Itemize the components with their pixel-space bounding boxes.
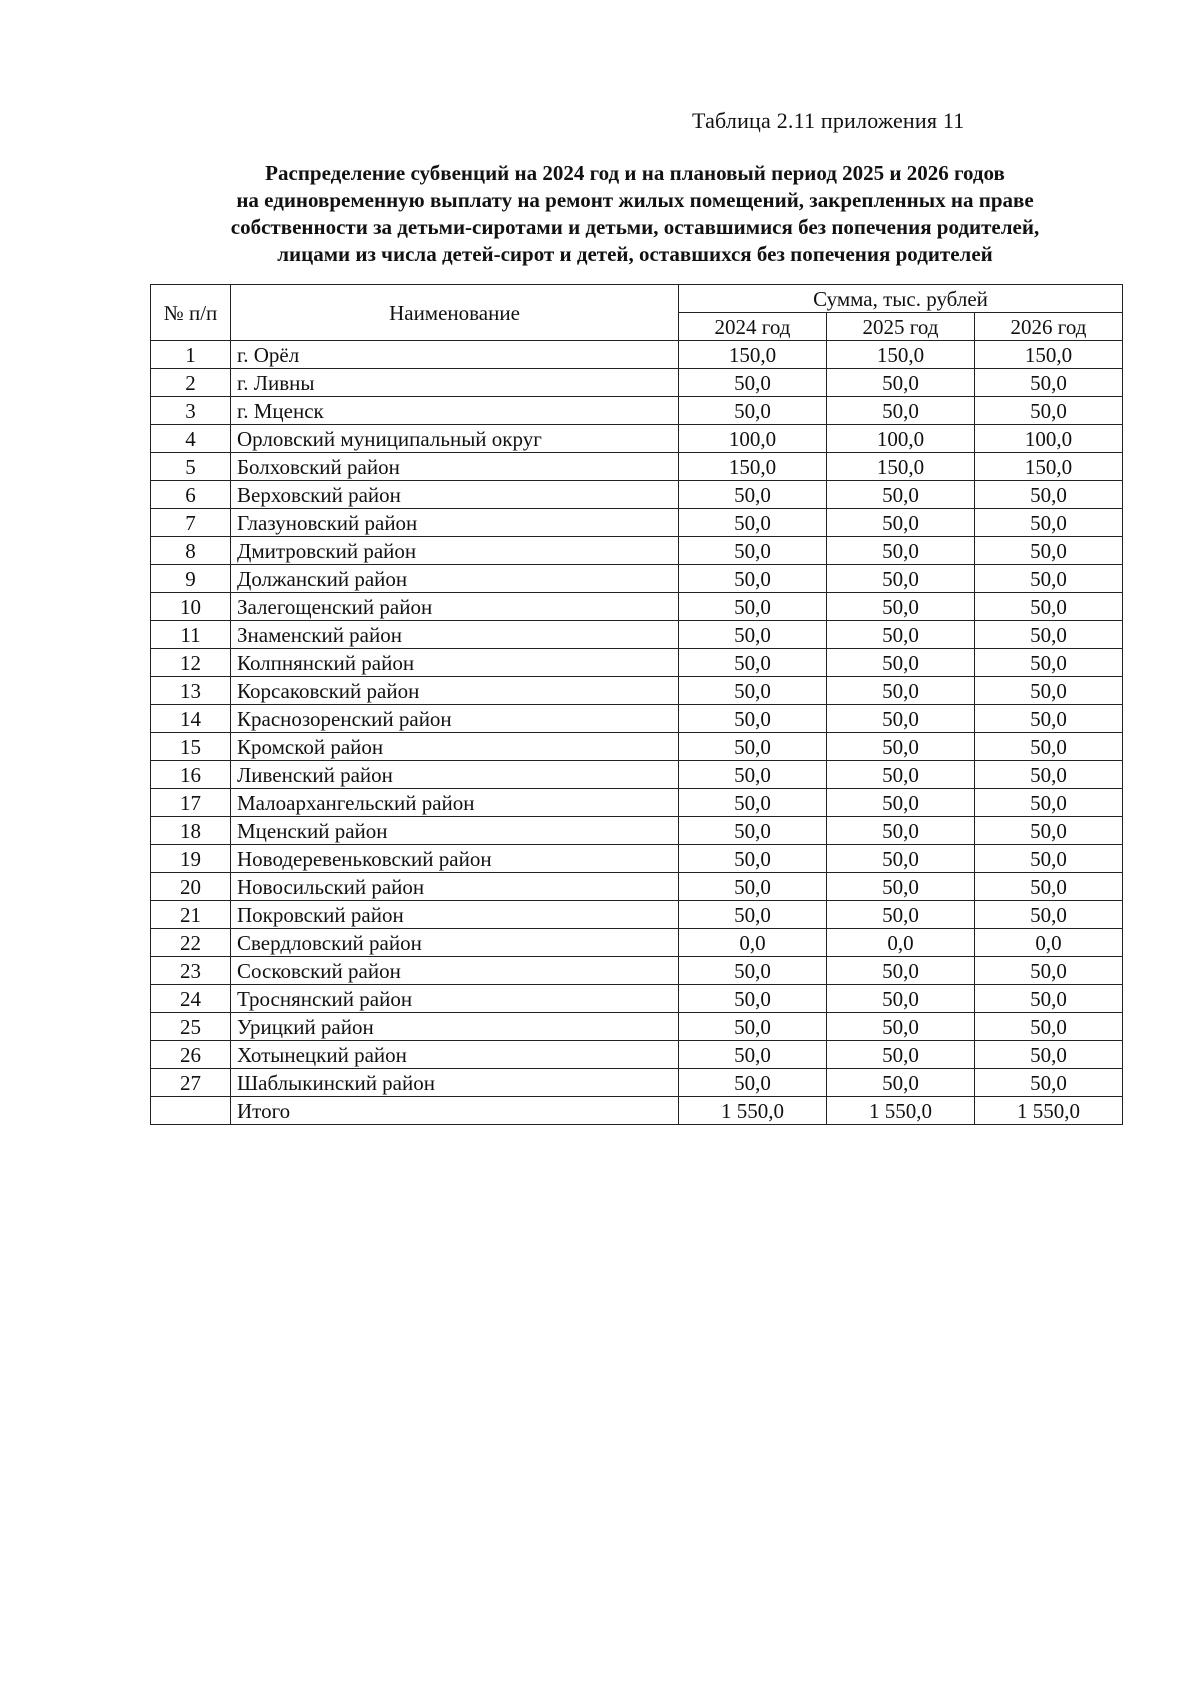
- table-row: [151, 957, 1123, 985]
- row-value-2026: 50,0: [975, 397, 1123, 425]
- row-name-cell: Залегощенский район: [231, 593, 679, 621]
- title-line: на единовременную выплату на ремонт жилых помещений, закрепленных на праве: [236, 188, 1034, 212]
- table-row: [151, 1013, 1123, 1041]
- row-number-cell: 11: [151, 621, 231, 649]
- row-value-2024: 50,0: [679, 901, 827, 929]
- row-value-2024: 50,0: [679, 677, 827, 705]
- row-value-2025: 50,0: [827, 985, 975, 1013]
- row-number-cell: 4: [151, 425, 231, 453]
- row-value-2026: 50,0: [975, 1041, 1123, 1069]
- row-value-2024: 50,0: [679, 565, 827, 593]
- row-value-2025: 50,0: [827, 593, 975, 621]
- subvention-table: [150, 284, 1123, 1125]
- row-number-cell: 2: [151, 369, 231, 397]
- row-value-2024: 50,0: [679, 873, 827, 901]
- title-line: лицами из числа детей-сирот и детей, оставшихся без попечения родителей: [277, 242, 993, 266]
- row-value-2024: 50,0: [679, 369, 827, 397]
- title-line: Распределение субвенций на 2024 год и на плановый период 2025 и 2026 годов: [265, 161, 1005, 185]
- row-value-2025: 50,0: [827, 901, 975, 929]
- table-row: [151, 341, 1123, 369]
- row-number-cell: 12: [151, 649, 231, 677]
- row-value-2026: 50,0: [975, 537, 1123, 565]
- row-name-cell: Покровский район: [231, 901, 679, 929]
- row-number-cell: 22: [151, 929, 231, 957]
- row-value-2025: 50,0: [827, 481, 975, 509]
- row-value-2024: 50,0: [679, 957, 827, 985]
- row-value-2024: 50,0: [679, 1041, 827, 1069]
- row-value-2025: 50,0: [827, 845, 975, 873]
- header-name: Наименование: [231, 285, 679, 341]
- table-row: [151, 761, 1123, 789]
- row-value-2024: 50,0: [679, 537, 827, 565]
- table-row: [151, 929, 1123, 957]
- row-value-2024: 150,0: [679, 453, 827, 481]
- row-value-2026: 50,0: [975, 873, 1123, 901]
- row-name-cell: Шаблыкинский район: [231, 1069, 679, 1097]
- row-name-cell: Верховский район: [231, 481, 679, 509]
- row-value-2024: 50,0: [679, 761, 827, 789]
- row-name-cell: Новодеревеньковский район: [231, 845, 679, 873]
- row-value-2025: 0,0: [827, 929, 975, 957]
- row-value-2025: 50,0: [827, 761, 975, 789]
- row-value-2024: 50,0: [679, 733, 827, 761]
- table-row: [151, 985, 1123, 1013]
- row-value-2026: 50,0: [975, 621, 1123, 649]
- row-value-2025: 50,0: [827, 1069, 975, 1097]
- row-number-cell: 8: [151, 537, 231, 565]
- header-year-2025: 2025 год: [827, 313, 975, 341]
- row-number-cell: 6: [151, 481, 231, 509]
- row-name-cell: Должанский район: [231, 565, 679, 593]
- row-value-2026: 50,0: [975, 733, 1123, 761]
- row-value-2024: 50,0: [679, 789, 827, 817]
- row-number-cell: 27: [151, 1069, 231, 1097]
- row-value-2025: 50,0: [827, 1013, 975, 1041]
- row-value-2025: 50,0: [827, 957, 975, 985]
- document-title: [150, 160, 1120, 268]
- row-value-2026: 50,0: [975, 845, 1123, 873]
- row-name-cell: Глазуновский район: [231, 509, 679, 537]
- row-value-2025: 50,0: [827, 509, 975, 537]
- row-name-cell: Кромской район: [231, 733, 679, 761]
- row-value-2025: 50,0: [827, 873, 975, 901]
- row-number-cell: 14: [151, 705, 231, 733]
- row-name-cell: Хотынецкий район: [231, 1041, 679, 1069]
- row-value-2026: 50,0: [975, 369, 1123, 397]
- row-value-2024: 150,0: [679, 341, 827, 369]
- row-name-cell: Колпнянский район: [231, 649, 679, 677]
- table-row: [151, 537, 1123, 565]
- table-row: [151, 1041, 1123, 1069]
- table-row: [151, 425, 1123, 453]
- row-value-2026: 50,0: [975, 817, 1123, 845]
- row-value-2024: 50,0: [679, 397, 827, 425]
- row-number-cell: 7: [151, 509, 231, 537]
- row-number-cell: 13: [151, 677, 231, 705]
- row-number-cell: 19: [151, 845, 231, 873]
- row-number-cell: 17: [151, 789, 231, 817]
- row-number-cell: 21: [151, 901, 231, 929]
- table-row: [151, 705, 1123, 733]
- row-value-2026: 150,0: [975, 453, 1123, 481]
- row-value-2026: 50,0: [975, 789, 1123, 817]
- row-name-cell: Малоархангельский район: [231, 789, 679, 817]
- row-value-2024: 50,0: [679, 621, 827, 649]
- row-value-2026: 50,0: [975, 593, 1123, 621]
- row-value-2026: 100,0: [975, 425, 1123, 453]
- row-value-2024: 50,0: [679, 509, 827, 537]
- row-value-2025: 50,0: [827, 1041, 975, 1069]
- row-value-2026: 50,0: [975, 957, 1123, 985]
- header-number: № п/п: [151, 285, 231, 341]
- row-name-cell: Ливенский район: [231, 761, 679, 789]
- row-value-2024: 50,0: [679, 1069, 827, 1097]
- row-value-2025: 50,0: [827, 817, 975, 845]
- row-name-cell: Сосковский район: [231, 957, 679, 985]
- table-row: [151, 789, 1123, 817]
- row-value-2026: 0,0: [975, 929, 1123, 957]
- row-value-2025: 150,0: [827, 453, 975, 481]
- table-row: [151, 677, 1123, 705]
- row-value-2025: 150,0: [827, 341, 975, 369]
- row-value-2026: 50,0: [975, 901, 1123, 929]
- total-2025: 1 550,0: [827, 1097, 975, 1125]
- table-row: [151, 621, 1123, 649]
- row-name-cell: Болховский район: [231, 453, 679, 481]
- row-name-cell: Троснянский район: [231, 985, 679, 1013]
- row-name-cell: Корсаковский район: [231, 677, 679, 705]
- total-number-cell: [151, 1097, 231, 1125]
- row-number-cell: 25: [151, 1013, 231, 1041]
- row-value-2024: 50,0: [679, 705, 827, 733]
- row-number-cell: 20: [151, 873, 231, 901]
- row-value-2026: 50,0: [975, 649, 1123, 677]
- table-row: [151, 481, 1123, 509]
- row-number-cell: 3: [151, 397, 231, 425]
- row-value-2026: 50,0: [975, 565, 1123, 593]
- row-value-2025: 50,0: [827, 537, 975, 565]
- row-number-cell: 16: [151, 761, 231, 789]
- row-value-2026: 50,0: [975, 1069, 1123, 1097]
- row-value-2026: 50,0: [975, 985, 1123, 1013]
- table-row: [151, 369, 1123, 397]
- table-row: [151, 845, 1123, 873]
- row-value-2026: 150,0: [975, 341, 1123, 369]
- table-row: [151, 733, 1123, 761]
- table-row: [151, 565, 1123, 593]
- table-row: [151, 509, 1123, 537]
- table-row: [151, 873, 1123, 901]
- row-value-2025: 100,0: [827, 425, 975, 453]
- table-row: [151, 1069, 1123, 1097]
- row-value-2024: 50,0: [679, 593, 827, 621]
- row-name-cell: Знаменский район: [231, 621, 679, 649]
- row-value-2024: 50,0: [679, 481, 827, 509]
- row-name-cell: Мценский район: [231, 817, 679, 845]
- row-value-2024: 50,0: [679, 845, 827, 873]
- row-number-cell: 23: [151, 957, 231, 985]
- row-value-2026: 50,0: [975, 1013, 1123, 1041]
- total-2026: 1 550,0: [975, 1097, 1123, 1125]
- row-name-cell: г. Ливны: [231, 369, 679, 397]
- row-value-2024: 100,0: [679, 425, 827, 453]
- row-value-2024: 50,0: [679, 649, 827, 677]
- row-name-cell: Новосильский район: [231, 873, 679, 901]
- row-value-2026: 50,0: [975, 677, 1123, 705]
- row-value-2025: 50,0: [827, 733, 975, 761]
- row-number-cell: 10: [151, 593, 231, 621]
- row-value-2024: 50,0: [679, 1013, 827, 1041]
- row-value-2025: 50,0: [827, 621, 975, 649]
- row-value-2025: 50,0: [827, 677, 975, 705]
- table-row: [151, 453, 1123, 481]
- total-row: [151, 1097, 1123, 1125]
- row-value-2024: 50,0: [679, 817, 827, 845]
- header-year-2026: 2026 год: [975, 313, 1123, 341]
- row-name-cell: г. Мценск: [231, 397, 679, 425]
- header-year-2024: 2024 год: [679, 313, 827, 341]
- row-number-cell: 24: [151, 985, 231, 1013]
- row-number-cell: 26: [151, 1041, 231, 1069]
- row-value-2025: 50,0: [827, 705, 975, 733]
- table-reference: Таблица 2.11 приложения 11: [692, 108, 965, 133]
- row-number-cell: 18: [151, 817, 231, 845]
- row-value-2025: 50,0: [827, 789, 975, 817]
- total-label: Итого: [231, 1097, 679, 1125]
- row-number-cell: 9: [151, 565, 231, 593]
- row-value-2025: 50,0: [827, 649, 975, 677]
- table-row: [151, 593, 1123, 621]
- row-number-cell: 1: [151, 341, 231, 369]
- row-name-cell: Урицкий район: [231, 1013, 679, 1041]
- row-value-2025: 50,0: [827, 369, 975, 397]
- title-line: собственности за детьми-сиротами и детьми, оставшимися без попечения родителей,: [230, 215, 1040, 239]
- row-number-cell: 15: [151, 733, 231, 761]
- row-name-cell: Орловский муниципальный округ: [231, 425, 679, 453]
- row-value-2026: 50,0: [975, 761, 1123, 789]
- row-value-2025: 50,0: [827, 397, 975, 425]
- header-sum: Сумма, тыс. рублей: [679, 285, 1123, 313]
- total-2024: 1 550,0: [679, 1097, 827, 1125]
- row-name-cell: Краснозоренский район: [231, 705, 679, 733]
- row-value-2024: 50,0: [679, 985, 827, 1013]
- row-value-2026: 50,0: [975, 481, 1123, 509]
- row-number-cell: 5: [151, 453, 231, 481]
- table-row: [151, 649, 1123, 677]
- row-value-2025: 50,0: [827, 565, 975, 593]
- row-name-cell: Дмитровский район: [231, 537, 679, 565]
- row-value-2024: 0,0: [679, 929, 827, 957]
- row-value-2026: 50,0: [975, 705, 1123, 733]
- table-row: [151, 397, 1123, 425]
- row-value-2026: 50,0: [975, 509, 1123, 537]
- row-name-cell: Свердловский район: [231, 929, 679, 957]
- table-row: [151, 817, 1123, 845]
- table-row: [151, 901, 1123, 929]
- row-name-cell: г. Орёл: [231, 341, 679, 369]
